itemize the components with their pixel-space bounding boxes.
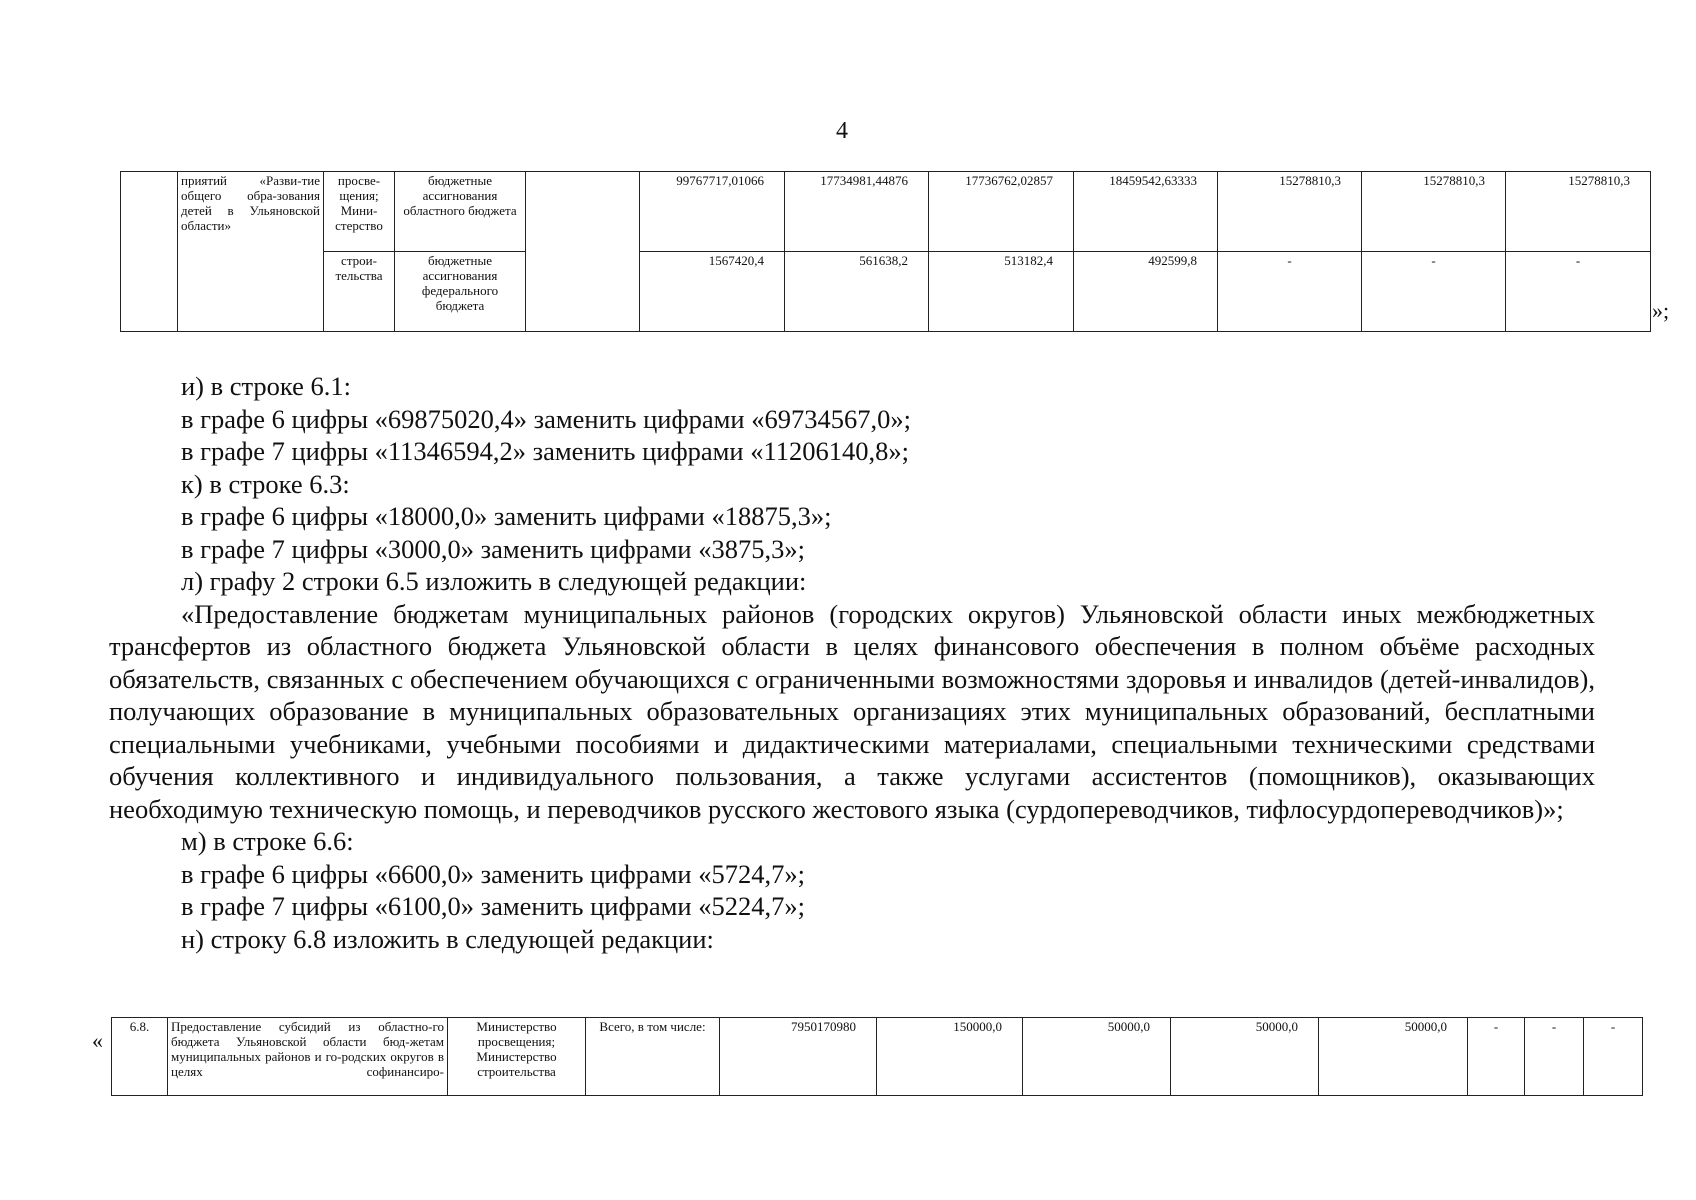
paragraph: в графе 7 цифры «11346594,2» заменить цифрами «11206140,8»; bbox=[181, 436, 909, 466]
page-number: 4 bbox=[836, 118, 848, 144]
table2-value: - bbox=[1468, 1018, 1525, 1096]
budget-table-continuation bbox=[120, 171, 1651, 332]
paragraph: к) в строке 6.3: bbox=[181, 468, 350, 499]
paragraph: в графе 7 цифры «6100,0» заменить цифрами «5224,7»; bbox=[181, 891, 805, 921]
table2-value: 50000,0 bbox=[1023, 1018, 1171, 1096]
table1-value: - bbox=[1506, 252, 1651, 332]
paragraph: м) в строке 6.6: bbox=[181, 826, 354, 856]
table1-program-name: приятий «Разви-тие общего обра-зования детей в Ульяновской области» bbox=[178, 172, 324, 332]
paragraph: в графе 6 цифры «18000,0» заменить цифрами «18875,3»; bbox=[181, 501, 832, 531]
paragraph: л) графу 2 строки 6.5 изложить в следующей редакции: bbox=[181, 566, 807, 596]
table2-value: 50000,0 bbox=[1319, 1018, 1468, 1096]
paragraph: и) в строке 6.1: bbox=[181, 371, 352, 401]
table2-description: Предоставление субсидий из областно-го бюджета Ульяновской области бюд-жетам муниципальных районов и го-родских округов в целях софинансиро- bbox=[168, 1018, 448, 1096]
amendment-text bbox=[109, 370, 1595, 955]
table1-value: 15278810,3 bbox=[1362, 172, 1506, 252]
paragraph: «Предоставление бюджетам муниципальных районов (городских округов) Ульяновской области иных межбюджетных трансфертов из областного бюджета Ульяновской области в целях финансового обеспечения в полном объёме расходных обязательств, связанных с обеспечением обучающихся с ограниченными возможностями здоровья и инвалидов (детей-инвалидов), получающих образование в муниципальных образовательных организациях этих муниципальных образований, бесплатными специальными учебниками, учебными пособиями и дидактическими материалами, специальными техническими средствами обучения коллективного и индивидуального пользования, а также услугами ассистентов (помощников), оказывающих необходимую техническую помощь, и переводчиков русского жестового языка (сурдопереводчиков, тифлосурдопереводчиков)»; bbox=[109, 598, 1595, 824]
table1-value: 15278810,3 bbox=[1218, 172, 1362, 252]
table1-value: 1567420,4 bbox=[640, 252, 785, 332]
table1-value: 17736762,02857 bbox=[929, 172, 1074, 252]
table2-row-number: 6.8. bbox=[112, 1018, 168, 1096]
table1-value: 561638,2 bbox=[785, 252, 929, 332]
table1-closing-quote: »; bbox=[1652, 298, 1670, 323]
table2-value: 150000,0 bbox=[877, 1018, 1023, 1096]
table1-value: - bbox=[1218, 252, 1362, 332]
table2-value: 7950170980 bbox=[720, 1018, 877, 1096]
table1-ministry-top: просве-щения; Мини-стерство bbox=[324, 172, 395, 252]
table1-value: 492599,8 bbox=[1074, 252, 1218, 332]
table2-value: - bbox=[1584, 1018, 1643, 1096]
table1-value: 18459542,63333 bbox=[1074, 172, 1218, 252]
budget-table-row-6-8 bbox=[111, 1017, 1643, 1096]
table2-value: 50000,0 bbox=[1171, 1018, 1319, 1096]
paragraph: в графе 6 цифры «6600,0» заменить цифрами «5724,7»; bbox=[181, 858, 805, 889]
table2-source: Всего, в том числе: bbox=[586, 1018, 720, 1096]
table1-empty-cell bbox=[526, 172, 640, 332]
table1-ministry-bottom: строи-тельства bbox=[324, 252, 395, 332]
table2-ministry: Министерство просвещения; Министерство строительства bbox=[448, 1018, 586, 1096]
table2-value: - bbox=[1525, 1018, 1584, 1096]
table2-opening-quote: « bbox=[92, 1028, 103, 1053]
table1-value: 15278810,3 bbox=[1506, 172, 1651, 252]
table1-value: 513182,4 bbox=[929, 252, 1074, 332]
table1-empty-cell bbox=[121, 172, 178, 332]
table1-source: бюджетные ассигнования областного бюджета bbox=[395, 172, 526, 252]
table1-value: 99767717,01066 bbox=[640, 172, 785, 252]
paragraph: в графе 7 цифры «3000,0» заменить цифрами «3875,3»; bbox=[181, 533, 805, 564]
paragraph: н) строку 6.8 изложить в следующей редакции: bbox=[181, 923, 714, 954]
paragraph: в графе 6 цифры «69875020,4» заменить цифрами «69734567,0»; bbox=[181, 403, 911, 434]
table1-value: - bbox=[1362, 252, 1506, 332]
table1-source: бюджетные ассигнования федерального бюджета bbox=[395, 252, 526, 332]
table1-value: 17734981,44876 bbox=[785, 172, 929, 252]
